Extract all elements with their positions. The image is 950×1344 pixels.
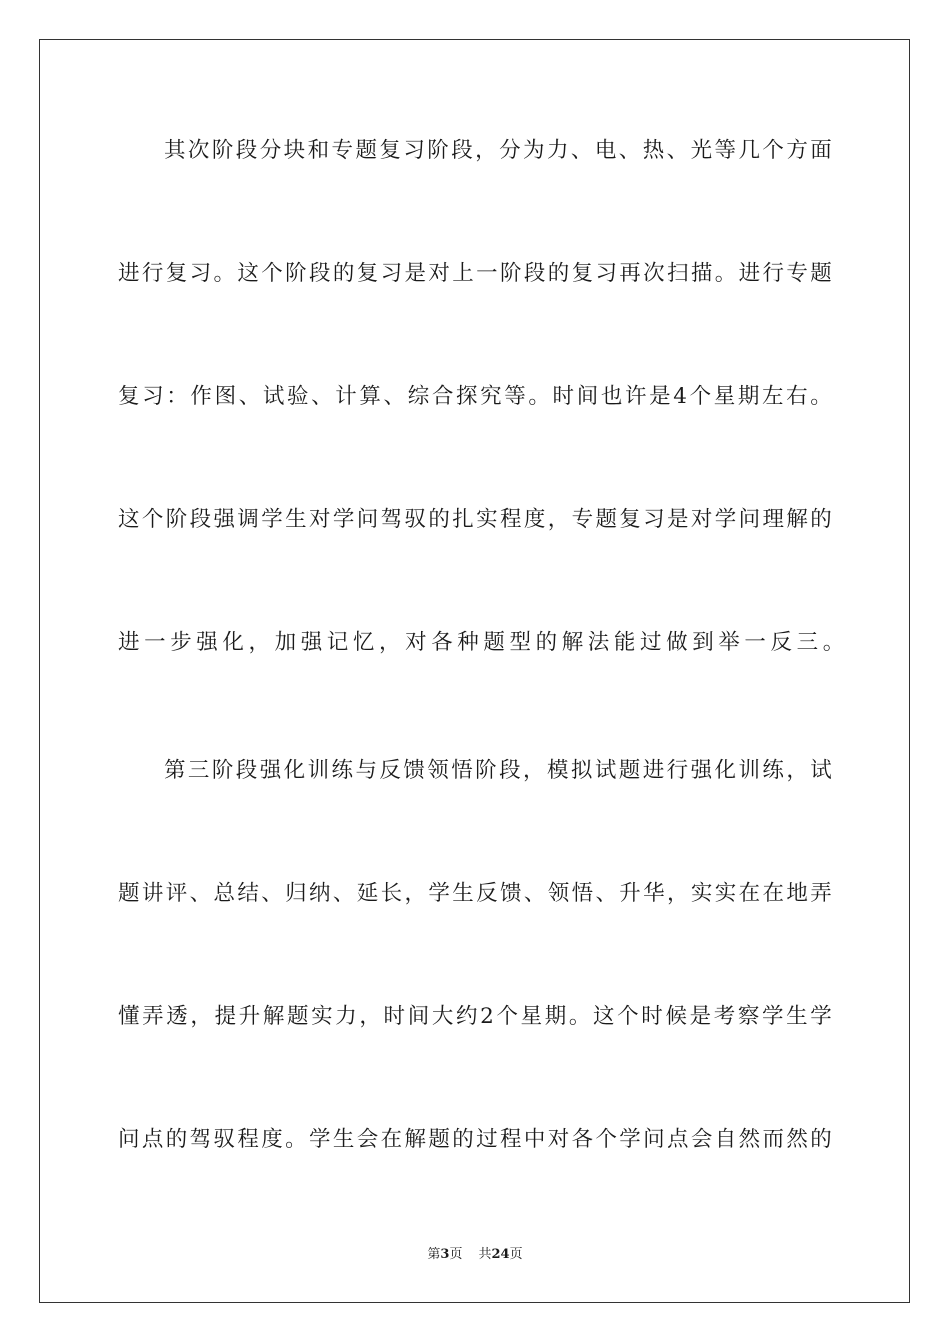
page-border — [39, 39, 910, 1303]
page-prefix: 第 — [427, 1247, 441, 1262]
paragraph-1-line-1: 其次阶段分块和专题复习阶段，分为力、电、热、光等几个方面 — [164, 138, 832, 163]
page-footer — [0, 1246, 950, 1264]
page-number: 3 — [440, 1247, 450, 1262]
paragraph-1-line-3: 复习：作图、试验、计算、综合探究等。时间也许是4个星期左右。 — [118, 384, 832, 409]
paragraph-2-line-3: 懂弄透，提升解题实力，时间大约2个星期。这个时候是考察学生学 — [118, 1004, 832, 1029]
total-suffix: 页 — [509, 1247, 523, 1262]
paragraph-1-line-5: 进一步强化，加强记忆，对各种题型的解法能过做到举一反三。 — [118, 630, 849, 655]
total-pages: 24 — [491, 1247, 510, 1262]
paragraph-2-line-2: 题讲评、总结、归纳、延长，学生反馈、领悟、升华，实实在在地弄 — [118, 881, 832, 906]
paragraph-2-line-4: 问点的驾驭程度。学生会在解题的过程中对各个学问点会自然而然的 — [118, 1127, 832, 1152]
page-suffix: 页 — [449, 1247, 463, 1262]
total-prefix: 共 — [478, 1247, 492, 1262]
paragraph-2-line-1: 第三阶段强化训练与反馈领悟阶段，模拟试题进行强化训练，试 — [164, 758, 832, 783]
paragraph-1-line-4: 这个阶段强调学生对学问驾驭的扎实程度，专题复习是对学问理解的 — [118, 507, 832, 532]
paragraph-1-line-2: 进行复习。这个阶段的复习是对上一阶段的复习再次扫描。进行专题 — [118, 261, 832, 286]
